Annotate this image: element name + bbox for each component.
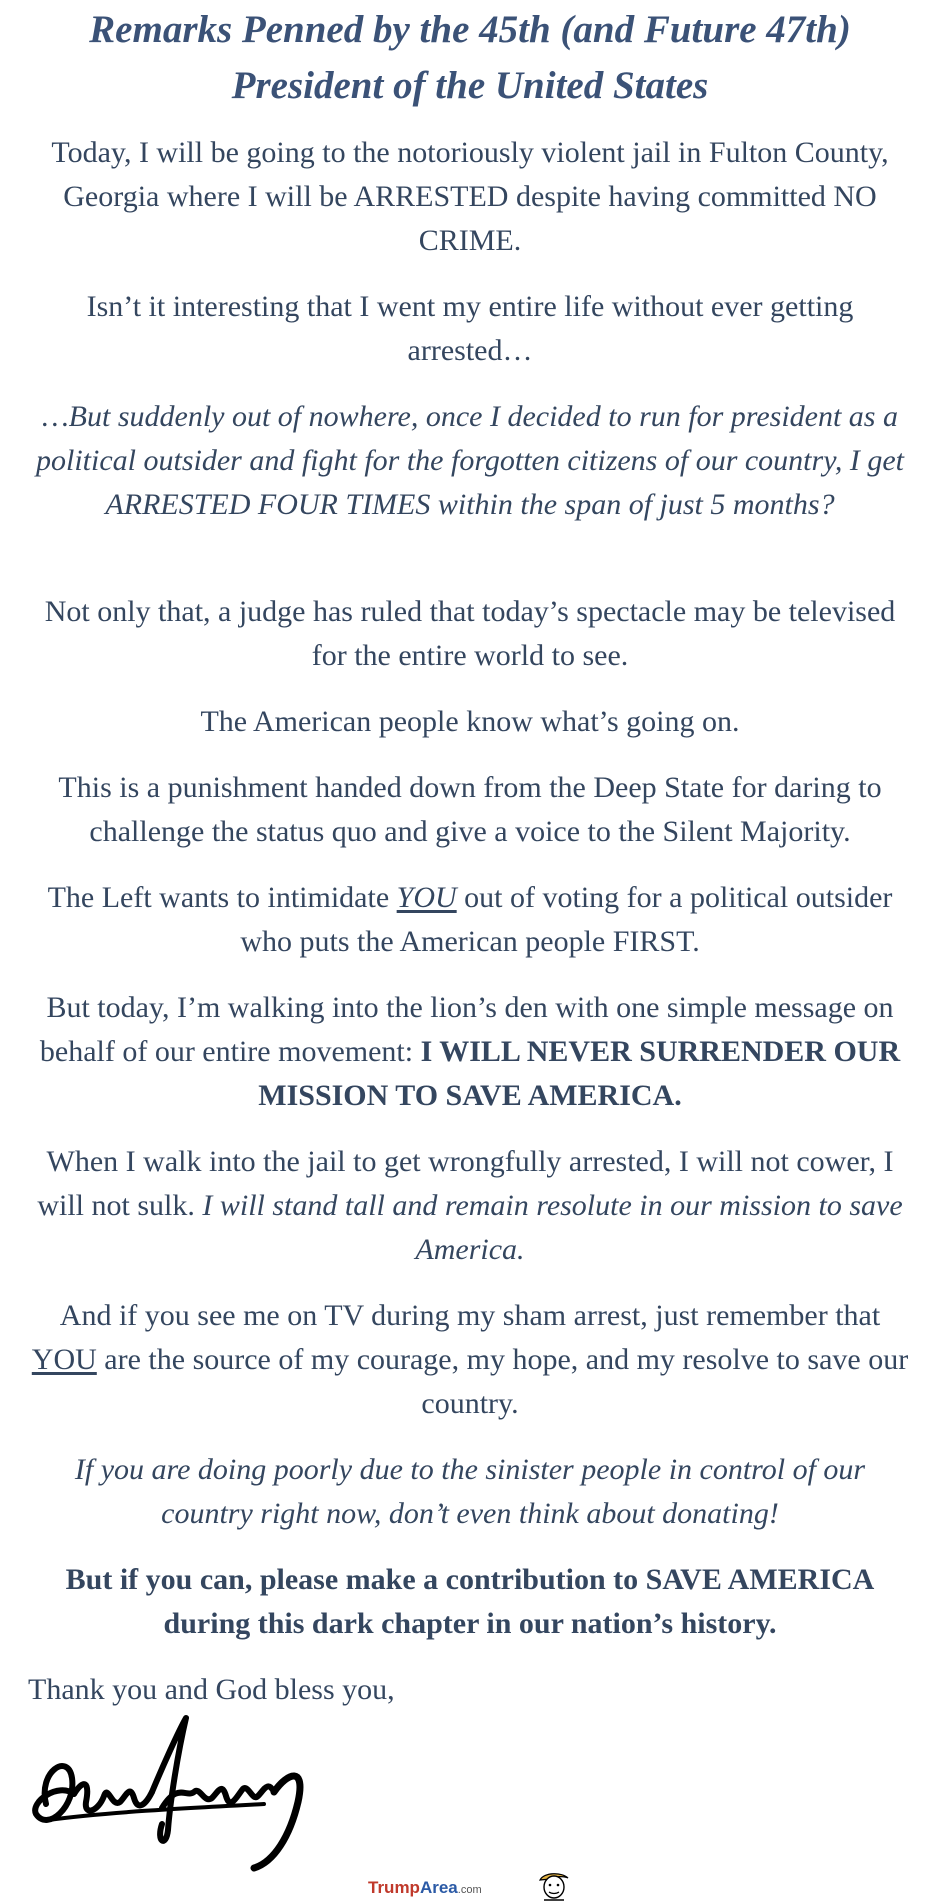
paragraph-3: …But suddenly out of nowhere, once I decided to run for president as a political outsider and fight for the forgotten citizens of our country, I get ARRESTED FOUR TIMES within the span of just 5 months?: [36, 400, 904, 521]
mascot-icon: [534, 1870, 574, 1902]
paragraph-9: [28, 1140, 912, 1272]
paragraph-8-bold: I WILL NEVER SURRENDER OUR MISSION TO SAVE AMERICA.: [258, 1035, 901, 1112]
paragraph-7: [28, 876, 912, 964]
paragraph-10: [28, 1294, 912, 1426]
paragraph-6: This is a punishment handed down from the Deep State for daring to challenge the status quo and give a voice to the Silent Majority.: [58, 771, 882, 848]
paragraph-10-text-b: are the source of my courage, my hope, and my resolve to save our country.: [96, 1343, 909, 1420]
paragraph-8: [28, 986, 912, 1118]
watermark-brand: [368, 1878, 482, 1898]
watermark-brand-b: Area: [419, 1878, 458, 1897]
watermark: [0, 1868, 940, 1904]
closing-line: Thank you and God bless you,: [28, 1673, 395, 1706]
signature-image: [28, 1712, 318, 1872]
paragraph-8-text: But today, I’m walking into the lion’s den with one simple message on behalf of our entire movement:: [39, 991, 894, 1068]
paragraph-7-text-b: out of voting for a political outsider who puts the American people FIRST.: [240, 881, 893, 958]
paragraph-5: The American people know what’s going on.: [200, 705, 740, 738]
letter-title: [20, 2, 920, 114]
paragraph-1: Today, I will be going to the notoriously violent jail in Fulton County, Georgia where I will be ARRESTED despite having committed NO CRIME.: [51, 136, 889, 257]
watermark-brand-a: Trump: [368, 1878, 420, 1897]
paragraph-2: Isn’t it interesting that I went my entire life without ever getting arrested…: [86, 290, 854, 367]
paragraph-9-text: When I walk into the jail to get wrongfully arrested, I will not cower, I will not sulk.: [37, 1145, 894, 1222]
underline-you: YOU: [31, 1343, 97, 1376]
emphasis-you: YOU: [396, 881, 457, 914]
watermark-brand-c: .com: [457, 1884, 482, 1896]
title-line-2: President of the United States: [231, 64, 709, 107]
paragraph-12: But if you can, please make a contribution to SAVE AMERICA during this dark chapter in our nation’s history.: [65, 1563, 875, 1640]
title-line-1: Remarks Penned by the 45th (and Future 47th): [89, 8, 851, 51]
paragraph-10-text-a: And if you see me on TV during my sham arrest, just remember that: [59, 1299, 881, 1332]
paragraph-11: If you are doing poorly due to the sinister people in control of our country right now, don’t even think about donating!: [74, 1453, 866, 1530]
paragraph-9-italic: I will stand tall and remain resolute in our mission to save America.: [202, 1189, 903, 1266]
paragraph-7-text-a: The Left wants to intimidate: [47, 881, 397, 914]
paragraph-4: Not only that, a judge has ruled that today’s spectacle may be televised for the entire world to see.: [44, 595, 896, 672]
